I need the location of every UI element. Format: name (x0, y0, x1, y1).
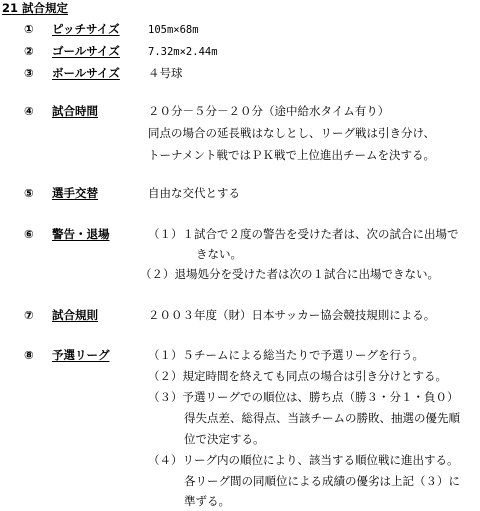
section-text: 自由な交代とする (148, 186, 240, 200)
section-number: ④ (24, 104, 34, 118)
section-text: 7.32m×2.44m (148, 46, 218, 58)
section-title: ボールサイズ (52, 66, 120, 80)
section-title: 予選リーグ (52, 348, 110, 362)
section-text: 各リーグ間の同順位による成績の優劣は上記（３）に (184, 474, 460, 488)
section-title: 試合時間 (52, 104, 98, 118)
section-number: ① (24, 22, 34, 36)
section-text: ２００３年度（財）日本サッカー協会競技規則による。 (148, 308, 436, 322)
section-text: 得失点差、総得点、当該チームの勝敗、抽選の優先順 (184, 411, 460, 425)
section-text: きない。 (196, 247, 242, 261)
section-text: 準ずる。 (184, 494, 230, 508)
section-text: ４号球 (148, 66, 183, 80)
section-text: （１）５チームによる総当たりで予選リーグを行う。 (148, 348, 424, 362)
section-text: ２０分－５分－２０分（途中給水タイム有り） (148, 104, 390, 118)
section-number: ⑦ (24, 308, 34, 322)
section-text: （２）退場処分を受けた者は次の１試合に出場できない。 (140, 267, 439, 281)
section-title: 選手交替 (52, 186, 98, 200)
section-title: ピッチサイズ (52, 22, 120, 36)
section-text: （４）リーグ内の順位により、該当する順位戦に進出する。 (148, 453, 459, 467)
section-title: 試合規則 (52, 308, 98, 322)
section-text: トーナメント戦ではＰＫ戦で上位進出チームを決する。 (148, 148, 436, 162)
section-text: 同点の場合の延長戦はなしとし、リーグ戦は引き分け、 (148, 126, 436, 140)
page-title: 21 試合規定 (2, 1, 69, 15)
section-text: （１）１試合で２度の警告を受けた者は、次の試合に出場で (148, 227, 459, 241)
section-text: 位で決定する。 (184, 432, 265, 446)
section-title: ゴールサイズ (52, 44, 120, 58)
section-title: 警告・退場 (52, 227, 110, 241)
section-number: ② (24, 44, 34, 58)
section-number: ③ (24, 66, 34, 80)
section-number: ⑤ (24, 186, 34, 200)
section-number: ⑥ (24, 227, 34, 241)
section-number: ⑧ (24, 348, 34, 362)
section-text: 105m×68m (148, 24, 199, 36)
section-text: （２）規定時間を終えても同点の場合は引き分けとする。 (148, 369, 447, 383)
section-text: （３）予選リーグでの順位は、勝ち点（勝３・分１・負０） (148, 390, 459, 404)
